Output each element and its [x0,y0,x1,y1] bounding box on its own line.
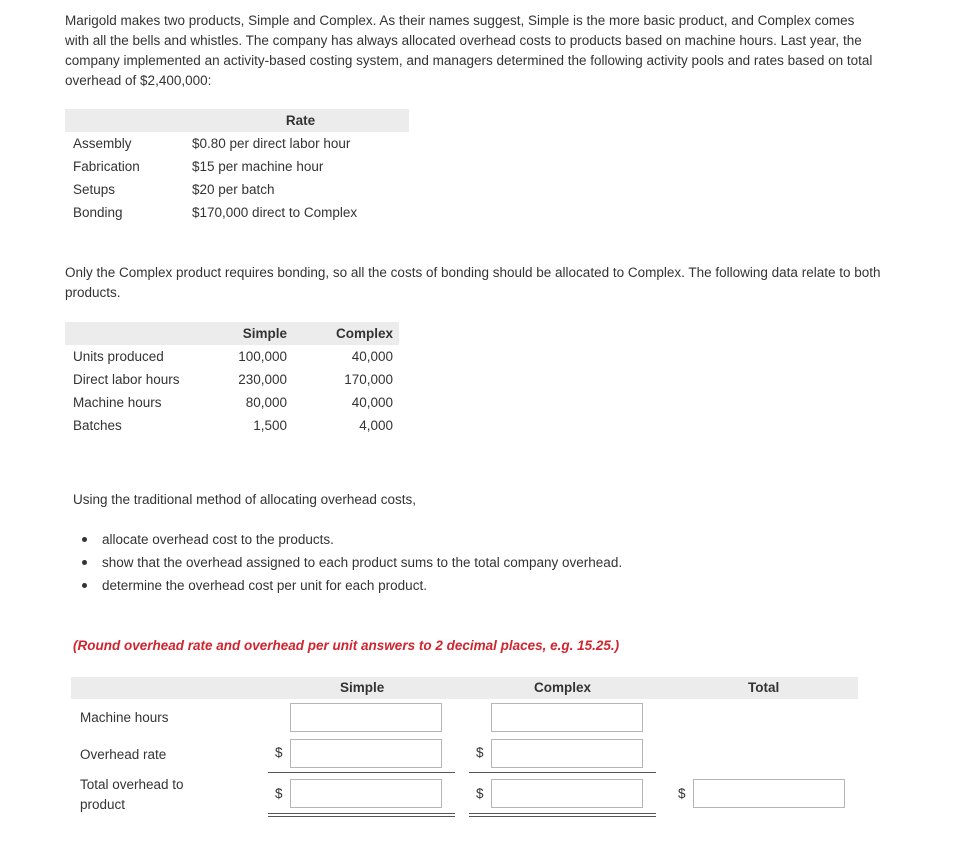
list-item [79,576,622,599]
double-underline-rule [268,816,455,817]
overhead-rate-simple-input[interactable] [290,739,442,768]
product-table-blank-header [65,322,212,345]
activity-rate: $15 per machine hour [192,159,324,174]
list-item [79,553,622,576]
rate-column-header: Rate [192,109,409,132]
machine-hours-label: Machine hours [80,710,169,725]
currency-symbol: $ [678,786,686,801]
row-label: Machine hours [73,395,162,410]
underline-rule [268,772,455,773]
simple-value: 80,000 [245,395,287,410]
row-label: Batches [73,418,122,433]
simple-value: 1,500 [253,418,287,433]
complex-column-header: Complex [287,322,399,345]
table-row [65,132,409,155]
total-overhead-complex-input[interactable] [491,779,643,808]
overhead-rate-complex-input[interactable] [491,739,643,768]
bullet-icon [82,537,87,542]
activity-name: Setups [73,182,116,197]
table-row [65,201,409,224]
answer-table-header [71,677,858,699]
currency-symbol: $ [275,786,283,801]
row-label: Units produced [73,349,164,364]
complex-value: 170,000 [344,372,393,387]
table-row [65,368,399,391]
row-label: Direct labor hours [73,372,180,387]
intro-paragraph: Marigold makes two products, Simple and Complex. As their names suggest, Simple is the more basic product, and Complex comes with all the bells and whistles. The company has always allocated overhead costs to products based on machine hours. Last year, the company implemented an activity-based costing system, and managers determined the following activity pools and rates based on total overhead of $2,400,000: [65,13,873,88]
currency-symbol: $ [476,786,484,801]
simple-value: 100,000 [238,349,287,364]
total-overhead-label [80,775,184,815]
instruction-text: Using the traditional method of allocating overhead costs, [73,492,416,507]
simple-column-header: Simple [212,322,287,345]
currency-symbol: $ [275,745,283,760]
total-overhead-simple-input[interactable] [290,779,442,808]
table-row [65,178,409,201]
activity-name: Assembly [73,136,132,151]
task-list [79,530,622,599]
task-text: allocate overhead cost to the products. [102,532,334,547]
total-overhead-total-input[interactable] [693,779,845,808]
total-overhead-label-line1: Total overhead to [80,777,184,792]
activity-rate: $0.80 per direct labor hour [192,136,351,151]
complex-value: 40,000 [351,395,393,410]
simple-header: Simple [340,680,385,695]
overhead-rate-label: Overhead rate [80,747,167,762]
currency-symbol: $ [476,745,484,760]
bonding-paragraph: Only the Complex product requires bonding, so all the costs of bonding should be allocated to Complex. The following data relate to both products. [65,265,881,300]
double-underline-rule [469,816,656,817]
total-header: Total [748,680,780,695]
double-underline-rule [469,813,656,814]
task-text: show that the overhead assigned to each product sums to the total company overhead. [102,555,623,570]
complex-value: 4,000 [359,418,393,433]
table-row [65,155,409,178]
underline-rule [469,772,656,773]
machine-hours-complex-input[interactable] [491,703,643,732]
machine-hours-simple-input[interactable] [290,703,442,732]
complex-value: 40,000 [351,349,393,364]
rounding-note: (Round overhead rate and overhead per unit answers to 2 decimal places, e.g. 15.25.) [73,638,620,653]
bullet-icon [82,560,87,565]
activity-name: Fabrication [73,159,140,174]
complex-header: Complex [534,680,592,695]
product-data-table [65,322,399,437]
activity-rate: $20 per batch [192,182,275,197]
table-row [65,414,399,437]
bullet-icon [82,583,87,588]
table-row [65,391,399,414]
activity-rate-table [65,109,409,224]
double-underline-rule [268,813,455,814]
rate-table-blank-header [65,109,192,132]
table-row [65,345,399,368]
task-text: determine the overhead cost per unit for each product. [102,578,427,593]
list-item [79,530,622,553]
activity-name: Bonding [73,205,123,220]
activity-rate: $170,000 direct to Complex [192,205,358,220]
total-overhead-label-line2: product [80,797,126,812]
simple-value: 230,000 [238,372,287,387]
